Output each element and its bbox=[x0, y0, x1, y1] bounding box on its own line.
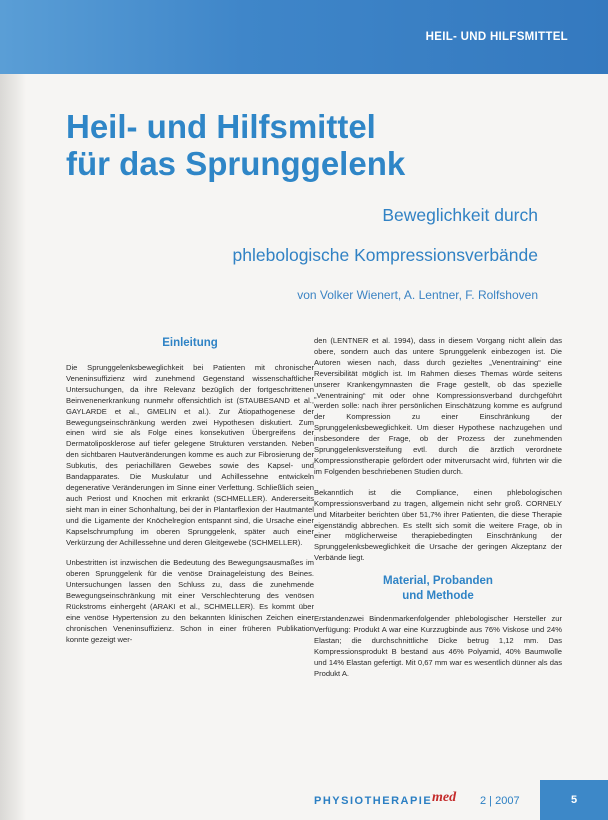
article-title bbox=[66, 108, 405, 182]
body-paragraph: Die Sprunggelenksbeweglichkeit bei Patienten mit chronischer Veneninsuffizienz wird zunehmend Gegenstand wissenschaftlicher Untersuchungen, da ihre Relevanz bezüglich der fortgeschrittenen Beinvenenerkrankung nunmehr offensichtlich ist (STAUBESAND et al., GAYLARDE et al., GMELIN et al.). Zur Ätiopathogenese der Bewegungseinschränkung werden zwei Hypothesen diskutiert. Zum einen wird sie als Folge eines konsekutiven Übergreifens der Dermatoliposklerose auf tiefer gelegene Strukturen verstanden. Neben den sichtbaren Hautveränderungen komme es auch zur Fibrosierung der Subkutis, des periachillären Gewebes sowie des Kapsel- und Bandapparates. Die Muskulatur und Achillessehne entwickeln degenerative Veränderungen im Sinne einer Verfettung. Schließlich seien auch Periost und Knochen mit erkrankt (SCHMELLER). Andererseits sieht man in einer Schonhaltung, bei der in Plantarflexion der Hautmantel und die Ligamente der Knöchelregion entspannt sind, die Ursache einer Kapselschrumpfung im oberen Sprunggelenk, später auch einer Verkürzung der Achillessehne und deren Gleitgewebe (SCHMELLER). bbox=[66, 363, 314, 547]
subtitle-line-2: phlebologische Kompressionsverbände bbox=[232, 245, 538, 265]
section-heading-line-2: und Methode bbox=[402, 590, 474, 603]
title-line-2: für das Sprunggelenk bbox=[66, 145, 406, 182]
issue-number: 2 | 2007 bbox=[480, 795, 520, 807]
subtitle-line-1: Beweglichkeit durch bbox=[382, 205, 538, 225]
page-number-tab bbox=[540, 780, 608, 820]
section-heading-einleitung: Einleitung bbox=[162, 337, 218, 349]
section-heading-line-1: Material, Probanden bbox=[383, 575, 493, 588]
body-paragraph: Bekanntlich ist die Compliance, einen phlebologischen Kompressionsverband zu tragen, allgemein nicht sehr groß. CORNELY und Mitarbeiter berichten über 51,7% ihrer Patienten, die diese Therapie eigenständig abbrechen. Es stellt sich somit die weitere Frage, ob in einer möglicherweise therapiebedingten Einschränkung der Sprunggelenksbeweglichkeit die Ursache der geringen Akzeptanz der Verbände liegt. bbox=[314, 487, 562, 563]
title-line-1: Heil- und Hilfsmittel bbox=[66, 108, 376, 145]
author-byline: von Volker Wienert, A. Lentner, F. Rolfshoven bbox=[297, 288, 538, 302]
page-binding-shadow bbox=[0, 74, 26, 820]
journal-suffix: med bbox=[432, 790, 457, 805]
left-column bbox=[66, 330, 314, 770]
right-column bbox=[314, 336, 562, 774]
section-heading-material bbox=[314, 574, 562, 604]
body-paragraph: Unbestritten ist inzwischen die Bedeutung des Bewegungsausmaßes im oberen Sprunggelenk für die venöse Drainageleistung des Beines. Untersuchungen lassen den Schluss zu, dass die zunehmende Bewegungseinschränkung mit einer Verschlechterung des venösen Rückstroms einhergeht (ARAKI et al., SCHMELLER). Es kommt über eine venöse Hypertension zu den bekannten klinischen Zeichen einer chronischen Veneninsuffizienz. Schon in einer früheren Publikation konnte gezeigt wer- bbox=[66, 558, 314, 644]
section-label: HEIL- UND HILFSMITTEL bbox=[425, 31, 568, 43]
header-band bbox=[0, 0, 608, 74]
journal-name: PHYSIOTHERAPIE bbox=[314, 795, 433, 807]
page-number: 5 bbox=[570, 794, 578, 806]
body-paragraph: Erstandenzwei Bindenmarkenfolgender phlebologischer Hersteller zur Verfügung: Produkt A war eine Kurzzugbinde aus 76% Viskose und 24% Elastan; die durchschnittliche Dicke betrug 1,12 mm. Das Kompressionsprodukt B bestand aus 46% Polyamid, 40% Baumwolle und 14% Elastan gefertigt. Mit 0,67 mm war es wesentlich dünner als das Produkt A. bbox=[314, 614, 562, 678]
body-paragraph: den (LENTNER et al. 1994), dass in diesem Vorgang nicht allein das obere, sondern auch das untere Sprunggelenk einbezogen ist. Die Autoren wiesen nach, dass durch gezieltes „Venentraining“ eine Reversibilität möglich ist. Im Rahmen dieses Themas würde seitens unserer Krankengymnasten die Frage gestellt, ob das spezielle „Venentraining“ mit oder ohne Kompressionsverband durchgeführt werden solle: nach ihrer persönlichen Einschätzung komme es aufgrund der Kompression zu einer Einschränkung der Sprunggelenksbeweglichkeit. Um dieser Hypothese nachzugehen und insbesondere der Frage, ob der Prozess der zunehmenden Sprunggelenksversteifung evtl. durch die ärztlich verordnete Kompressionstherapie gefördert oder mitverursacht wird, führten wir die im Folgenden beschriebenen Studien durch. bbox=[314, 336, 562, 476]
